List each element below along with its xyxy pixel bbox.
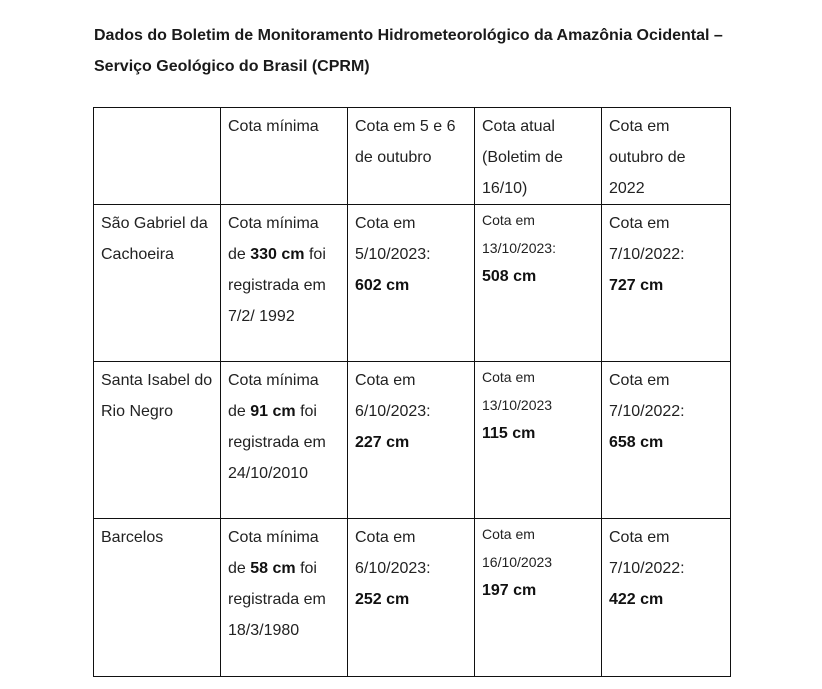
min-prefix: Cota mínima de [228,215,319,263]
table-row [94,362,731,519]
oct-5-6-cell [348,362,475,519]
header-cell-oct-5-6: Cota em 5 e 6 de outubro [348,108,475,205]
current-cell [475,362,602,519]
min-value: 58 cm [250,560,296,577]
document-title: Dados do Boletim de Monitoramento Hidrometeorológico da Amazônia Ocidental – Serviço Geológico do Brasil (CPRM) [94,27,723,75]
min-value: 91 cm [250,403,296,420]
oct-5-6-value: 227 cm [355,434,410,451]
location-cell: Santa Isabel do Rio Negro [94,362,221,519]
oct-5-6-label: Cota em 6/10/2023: [355,529,431,577]
min-suffix: foi registrada em 18/3/1980 [228,560,326,639]
table-row [94,205,731,362]
oct-5-6-value: 252 cm [355,591,410,608]
location-cell: São Gabriel da Cachoeira [94,205,221,362]
current-cell [475,205,602,362]
header-cell-min: Cota mínima [221,108,348,205]
oct-2022-value: 727 cm [609,277,664,294]
oct-2022-value: 658 cm [609,434,664,451]
oct-2022-cell [602,205,731,362]
current-value: 115 cm [482,425,536,442]
current-value: 508 cm [482,268,537,285]
min-prefix: Cota mínima de [228,529,319,577]
min-suffix: foi registrada em 7/2/ 1992 [228,246,326,325]
current-label: Cota em 13/10/2023: [482,212,556,256]
header-cell-oct-2022: Cota em outubro de 2022 [602,108,731,205]
table-header-row [94,108,731,205]
location-cell: Barcelos [94,519,221,677]
oct-2022-label: Cota em 7/10/2022: [609,529,685,577]
oct-5-6-cell [348,519,475,677]
min-value: 330 cm [250,246,305,263]
oct-5-6-value: 602 cm [355,277,410,294]
header-cell-location [94,108,221,205]
current-label: Cota em 16/10/2023 [482,526,553,570]
header-cell-current: Cota atual (Boletim de 16/10) [475,108,602,205]
oct-2022-cell [602,519,731,677]
min-prefix: Cota mínima de [228,372,319,420]
water-level-table [93,107,731,677]
oct-5-6-cell [348,205,475,362]
current-label: Cota em 13/10/2023 [482,369,553,413]
oct-5-6-label: Cota em 6/10/2023: [355,372,431,420]
table-row [94,519,731,677]
current-value: 197 cm [482,582,537,599]
current-cell [475,519,602,677]
oct-5-6-label: Cota em 5/10/2023: [355,215,431,263]
oct-2022-cell [602,362,731,519]
min-cell [221,205,348,362]
oct-2022-label: Cota em 7/10/2022: [609,215,685,263]
min-cell [221,362,348,519]
min-suffix: foi registrada em 24/10/2010 [228,403,326,482]
oct-2022-label: Cota em 7/10/2022: [609,372,685,420]
oct-2022-value: 422 cm [609,591,664,608]
min-cell [221,519,348,677]
